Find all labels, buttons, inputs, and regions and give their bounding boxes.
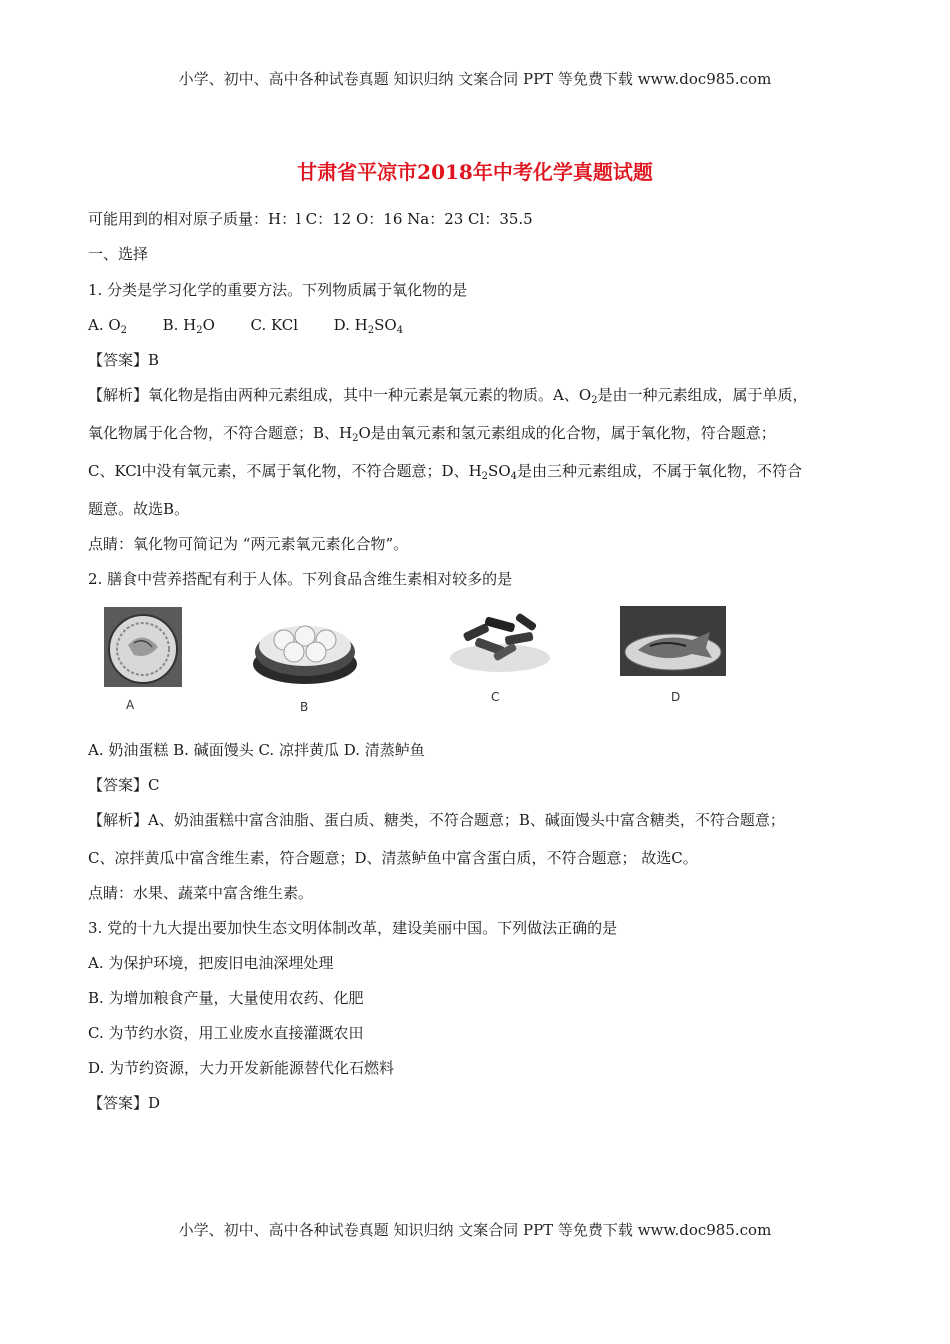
- q2-stem: 2. 膳食中营养搭配有利于人体。下列食品含维生素相对较多的是: [88, 570, 513, 588]
- image-label-c: C: [491, 690, 500, 704]
- page-footer: 小学、初中、高中各种试卷真题 知识归纳 文案合同 PPT 等免费下载 www.doc985.com: [178, 1221, 772, 1239]
- atomic-mass-line: 可能用到的相对原子质量：H：l C：12 O：16 Na：23 Cl：35.5: [88, 210, 533, 228]
- q2-options: A. 奶油蛋糕 B. 碱面馒头 C. 凉拌黄瓜 D. 清蒸鲈鱼: [88, 741, 425, 759]
- steamed-buns-image: [250, 612, 360, 688]
- q2-answer: 【答案】C: [88, 776, 160, 794]
- q1-explanation-line-1: 【解析】氧化物是指由两种元素组成，其中一种元素是氧元素的物质。A、$O_2$是由一种元素组成，属于单质，: [88, 386, 808, 406]
- q1-explanation-line-2: 氧化物属于化合物，不符合题意；B、$H_2O$是由氧元素和氢元素组成的化合物，属于氧化物，符合题意；: [88, 424, 776, 444]
- cucumber-salad-image: [445, 608, 555, 678]
- q1-explanation-line-4: 题意。故选B。: [88, 500, 190, 518]
- q1-option-b: B. $H_2O$: [162, 316, 215, 336]
- q3-option-a: A. 为保护环境，把废旧电油深埋处理: [88, 954, 334, 972]
- q3-option-b: B. 为增加粮食产量，大量使用农药、化肥: [88, 989, 364, 1007]
- image-label-b: B: [300, 700, 309, 714]
- q3-answer: 【答案】D: [88, 1094, 161, 1112]
- q1-tip: 点睛：氧化物可简记为 “两元素氧元素化合物”。: [88, 535, 409, 553]
- q1-stem: 1. 分类是学习化学的重要方法。下列物质属于氧化物的是: [88, 281, 468, 299]
- q1-option-a: A. $O_2$: [88, 316, 128, 336]
- q1-answer: 【答案】B: [88, 351, 160, 369]
- q3-stem: 3. 党的十九大提出要加快生态文明体制改革，建设美丽中国。下列做法正确的是: [88, 919, 618, 937]
- q1-explanation-line-3: C、KCl中没有氧元素，不属于氧化物，不符合题意；D、$H_2SO_4$是由三种元素组成，不属于氧化物，不符合: [88, 462, 803, 482]
- q2-tip: 点睛：水果、蔬菜中富含维生素。: [88, 884, 314, 902]
- image-label-a: A: [126, 698, 135, 712]
- section-heading: 一、选择: [88, 245, 149, 263]
- cake-image: [104, 607, 182, 687]
- q1-options: [88, 315, 403, 341]
- q2-explanation-line-2: C、凉拌黄瓜中富含维生素，符合题意；D、清蒸鲈鱼中富含蛋白质，不符合题意； 故选C。: [88, 849, 698, 867]
- page-header: 小学、初中、高中各种试卷真题 知识归纳 文案合同 PPT 等免费下载 www.doc985.com: [178, 70, 772, 88]
- q1-option-d: D. $H_2SO_4$: [333, 316, 404, 336]
- steamed-fish-image: [620, 606, 726, 676]
- q1-option-c: C. KCl: [250, 316, 299, 334]
- image-label-d: D: [671, 690, 681, 704]
- q2-explanation-line-1: 【解析】A、奶油蛋糕中富含油脂、蛋白质、糖类，不符合题意；B、碱面馒头中富含糖类，不符合题意；: [88, 811, 785, 829]
- page-title: 甘肃省平凉市2018年中考化学真题试题: [297, 160, 653, 184]
- q3-option-d: D. 为节约资源，大力开发新能源替代化石燃料: [88, 1059, 395, 1077]
- q3-option-c: C. 为节约水资，用工业废水直接灌溉农田: [88, 1024, 364, 1042]
